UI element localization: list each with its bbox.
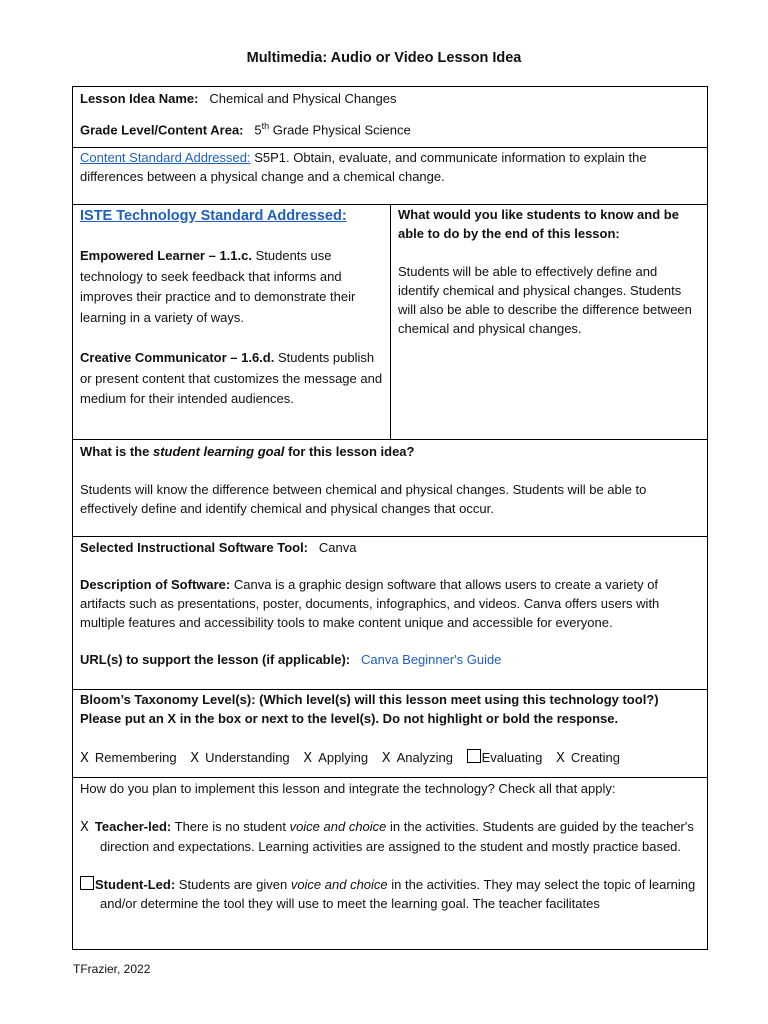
footer-credit: TFrazier, 2022 [73, 962, 151, 976]
x-mark: X [381, 751, 391, 766]
learning-goal-row [73, 439, 707, 536]
software-row [73, 536, 707, 689]
learning-goal-q-part2: for this lesson idea? [288, 444, 415, 459]
lesson-form-table [72, 86, 708, 950]
learning-goal-q-italic: student learning goal [152, 444, 285, 459]
iste-item-1 [80, 246, 383, 328]
standards-split-row [73, 204, 707, 439]
student-led-label: Student-Led: [95, 877, 176, 892]
level-label: Analyzing [396, 750, 453, 765]
know-do-column [391, 205, 707, 439]
iste-item-1-code: Empowered Learner – 1.1.c. [80, 248, 252, 263]
teacher-led-option[interactable] [80, 817, 700, 856]
know-do-question: What would you like students to know and be able to do by the end of this lesson: [398, 207, 679, 241]
iste-column [73, 205, 391, 439]
software-description [80, 575, 700, 632]
teacher-led-text-2: in the activities. Students are guided by the teacher's direction and expectations. Learning activities are assigned to the student and mostly practice based. [100, 819, 694, 854]
software-url-label: URL(s) to support the lesson (if applicable): [80, 652, 351, 667]
level-analyzing[interactable] [382, 750, 453, 765]
student-led-italic: voice and choice [290, 877, 388, 892]
empty-checkbox[interactable] [467, 749, 481, 763]
blooms-row [73, 689, 707, 777]
x-mark: X [303, 751, 313, 766]
software-url-line [80, 650, 700, 669]
software-tool-value: Canva [318, 540, 357, 555]
grade-level-line [80, 117, 700, 139]
level-label: Applying [318, 750, 369, 765]
student-led-option[interactable] [80, 875, 700, 913]
teacher-led-label: Teacher-led: [94, 819, 172, 834]
level-label: Remembering [94, 750, 177, 765]
student-led-text-1: Students are given [178, 877, 288, 892]
software-tool-line [80, 538, 700, 557]
x-mark: X [555, 751, 565, 766]
lesson-info-row [73, 87, 707, 147]
implementation-row [73, 777, 707, 949]
learning-goal-answer: Students will know the difference between chemical and physical changes. Students will be able to effectively define and identify chemical and physical changes that occur. [80, 482, 647, 516]
know-do-answer: Students will be able to effectively define and identify chemical and physical changes. Students will also be able to describe the difference between chemical and physical changes. [398, 264, 692, 336]
software-tool-label: Selected Instructional Software Tool: [80, 540, 309, 555]
iste-item-2-text: Students publish or present content that customizes the message and medium for their intended audiences. [80, 350, 383, 406]
level-label: Evaluating [481, 750, 543, 765]
level-creating[interactable] [556, 750, 620, 765]
lesson-name-line [80, 89, 700, 108]
grade-level-label: Grade Level/Content Area: [80, 122, 244, 138]
blooms-levels [80, 748, 700, 768]
empty-checkbox[interactable] [80, 876, 94, 890]
level-evaluating[interactable] [467, 750, 543, 765]
level-label: Creating [570, 750, 620, 765]
implementation-question: How do you plan to implement this lesson and integrate the technology? Check all that apply: [80, 781, 616, 796]
level-applying[interactable] [303, 750, 368, 765]
blooms-question-line-2: Please put an X in the box or next to the level(s). Do not highlight or bold the response. [80, 711, 619, 726]
content-standard-row [73, 147, 707, 204]
canva-guide-link[interactable]: Canva Beginner's Guide [360, 652, 502, 667]
document-title: Multimedia: Audio or Video Lesson Idea [246, 50, 522, 66]
learning-goal-q-part1: What is the [80, 444, 150, 459]
x-mark: X [80, 820, 89, 835]
learning-goal-question [80, 442, 700, 461]
teacher-led-italic: voice and choice [289, 819, 387, 834]
software-description-label: Description of Software: [80, 577, 231, 592]
lesson-name-label: Lesson Idea Name: [80, 91, 199, 106]
iste-item-2 [80, 348, 383, 410]
student-led-text-2: in the activities. They may select the topic of learning and/or determine the tool they will use to meet the learning goal. The teacher facilitates [100, 877, 696, 911]
software-description-text: Canva is a graphic design software that allows users to create a variety of artifacts such as presentations, poster, documents, infographics, and videos. Canva offers users with multiple features and accessibility tools to make content unique and accessible for everyone. [80, 577, 660, 630]
level-remembering[interactable] [80, 750, 177, 765]
x-mark: X [190, 751, 200, 766]
content-standard-link[interactable]: Content Standard Addressed: [80, 150, 251, 165]
content-standard-text: S5P1. Obtain, evaluate, and communicate information to explain the differences between a physical change and a chemical change. [80, 150, 647, 184]
grade-number: 5 [254, 122, 262, 138]
iste-item-1-text: Students use technology to seek feedback that informs and improves their practice and to demonstrate their learning in a variety of ways. [80, 248, 356, 325]
blooms-question-line-1: Bloom’s Taxonomy Level(s): (Which level(s) will this lesson meet using this technology tool?) [80, 692, 659, 707]
level-understanding[interactable] [190, 750, 289, 765]
lesson-name-value: Chemical and Physical Changes [209, 91, 397, 106]
level-label: Understanding [205, 750, 290, 765]
teacher-led-text-1: There is no student [174, 819, 286, 834]
x-mark: X [80, 751, 89, 766]
grade-superscript: th [261, 121, 270, 131]
grade-level-value: Grade Physical Science [272, 122, 411, 138]
iste-item-2-code: Creative Communicator – 1.6.d. [80, 350, 275, 365]
iste-standard-link[interactable]: ISTE Technology Standard Addressed: [80, 208, 347, 224]
